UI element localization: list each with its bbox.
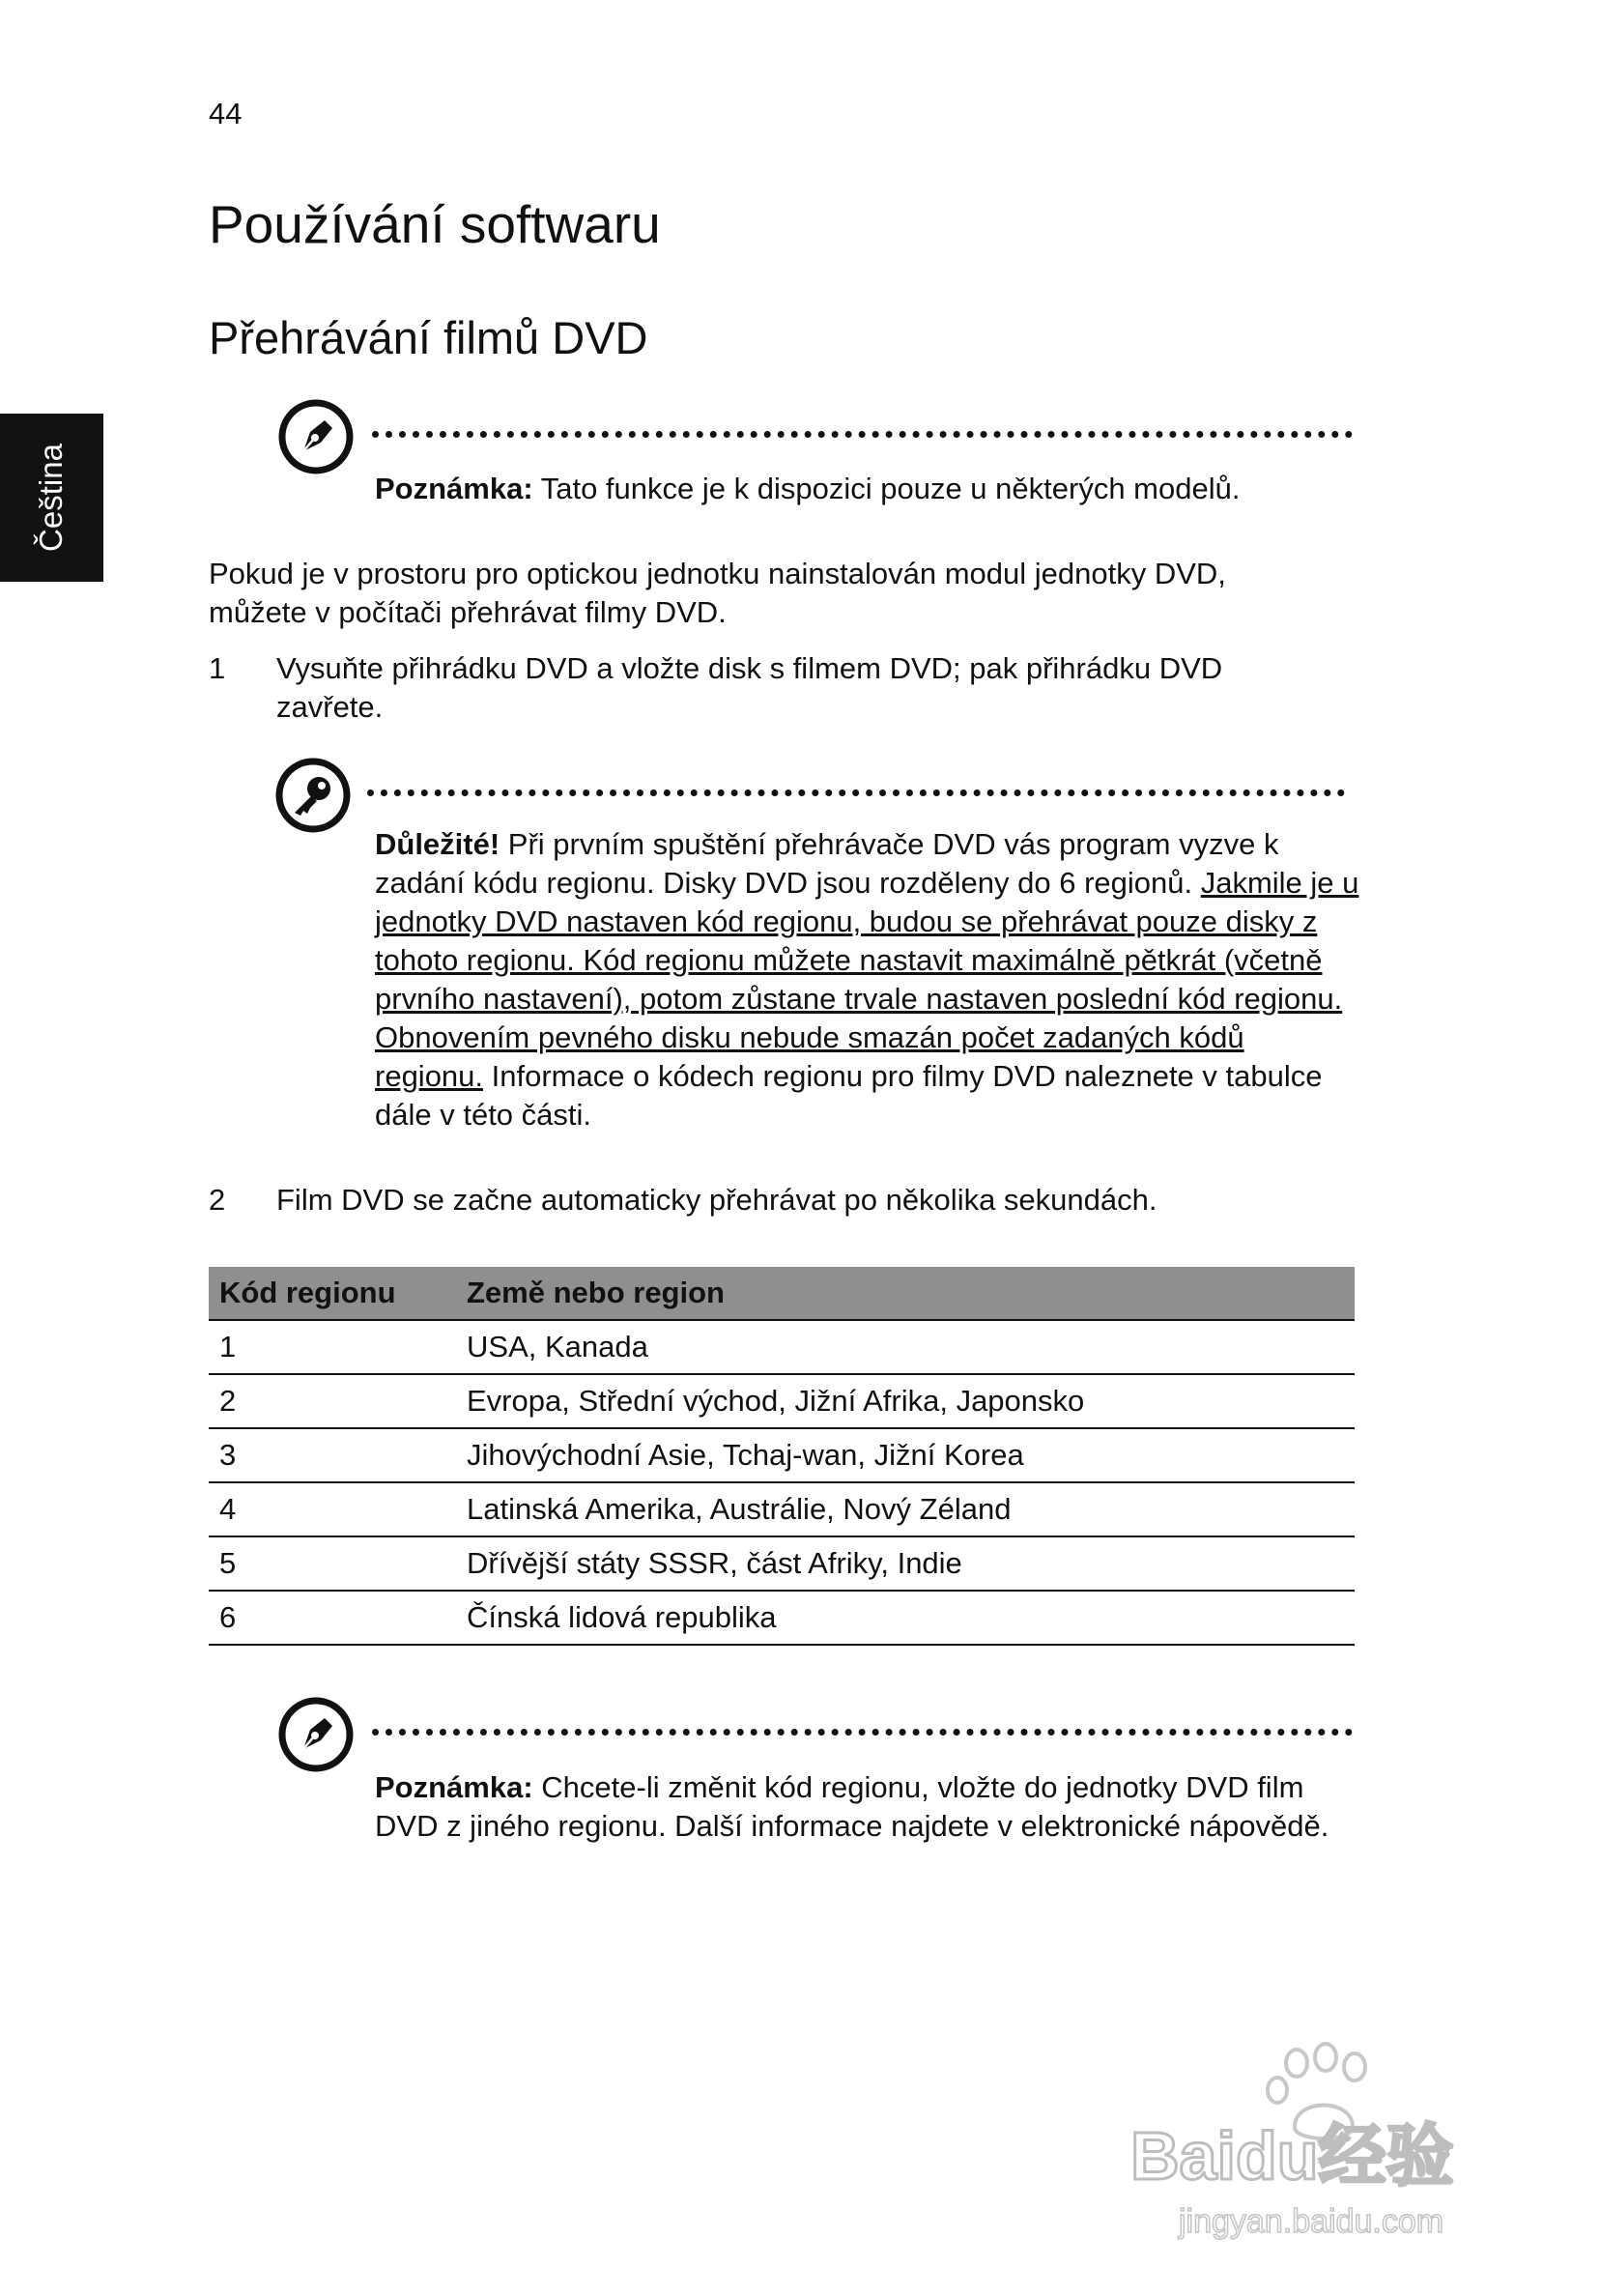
key-icon — [275, 758, 351, 833]
table-row — [209, 1536, 1355, 1591]
region-name-cell: Evropa, Střední východ, Jižní Afrika, Japonsko — [456, 1374, 1355, 1428]
region-code-cell: 6 — [209, 1591, 456, 1645]
region-code-cell: 1 — [209, 1320, 456, 1374]
side-tab-label: Čeština — [33, 444, 69, 552]
note-body: Chcete-li změnit kód regionu, vložte do jednotky DVD film DVD z jiného regionu. Další informace najdete v elektronické nápovědě. — [375, 1770, 1329, 1843]
note-text — [375, 1768, 1351, 1846]
table-row — [209, 1320, 1355, 1374]
table-row — [209, 1482, 1355, 1536]
note-label: Poznámka: — [375, 472, 533, 505]
region-name-cell: Latinská Amerika, Austrálie, Nový Zéland — [456, 1482, 1355, 1536]
region-code-cell: 5 — [209, 1536, 456, 1591]
baidu-watermark-logo — [1121, 2034, 1507, 2247]
important-underlined: Jakmile je u jednotky DVD nastaven kód regionu, budou se přehrávat pouze disky z tohoto regionu. Kód regionu můžete nastavit maximálně pětkrát (včetně prvního nastavení), potom zůstane trvale nastaven poslední kód regionu. Obnovením pevného disku nebude smazán počet zadaných kódů regionu. — [375, 866, 1359, 1093]
language-side-tab — [0, 414, 103, 582]
region-name-cell: Dřívější státy SSSR, část Afriky, Indie — [456, 1536, 1355, 1591]
region-code-cell: 3 — [209, 1428, 456, 1482]
region-code-cell: 4 — [209, 1482, 456, 1536]
table-row — [209, 1428, 1355, 1482]
note-label: Poznámka: — [375, 1770, 533, 1804]
important-body: Při prvním spuštění přehrávače DVD vás program vyzve k zadání kódu regionu. Disky DVD jsou rozděleny do 6 regionů. — [375, 827, 1279, 900]
note-divider — [372, 1729, 1353, 1736]
step-text: Film DVD se začne automaticky přehrávat po několika sekundách. — [276, 1183, 1157, 1217]
page-number: 44 — [209, 97, 243, 130]
column-header-region: Země nebo region — [456, 1267, 1355, 1320]
important-divider — [367, 789, 1345, 796]
pen-nib-icon — [278, 1697, 354, 1772]
table-header-row — [209, 1267, 1355, 1320]
region-name-cell: USA, Kanada — [456, 1320, 1355, 1374]
table-row — [209, 1591, 1355, 1645]
page-title: Používání softwaru — [209, 194, 661, 254]
important-text — [375, 825, 1360, 1134]
region-code-cell: 2 — [209, 1374, 456, 1428]
region-table — [209, 1267, 1355, 1646]
section-title: Přehrávání filmů DVD — [209, 312, 648, 363]
watermark-url: jingyan.baidu.com — [1179, 2203, 1444, 2240]
important-body-end: Informace o kódech regionu pro filmy DVD naleznete v tabulce dále v této části. — [375, 1059, 1323, 1132]
note-text — [375, 470, 1351, 508]
important-label: Důležité! — [375, 827, 500, 861]
step-number: 2 — [209, 1183, 226, 1217]
region-name-cell: Čínská lidová republika — [456, 1591, 1355, 1645]
step-text: Vysuňte přihrádku DVD a vložte disk s filmem DVD; pak přihrádku DVD zavřete. — [276, 651, 1223, 724]
region-name-cell: Jihovýchodní Asie, Tchaj-wan, Jižní Korea — [456, 1428, 1355, 1482]
note-body: Tato funkce je k dispozici pouze u některých modelů. — [532, 472, 1241, 505]
step-number: 1 — [209, 651, 226, 685]
note-divider — [372, 431, 1353, 438]
pen-nib-icon — [278, 399, 354, 474]
table-row — [209, 1374, 1355, 1428]
column-header-code: Kód regionu — [209, 1267, 456, 1320]
watermark-brand: Baidu经验 — [1130, 2118, 1454, 2194]
intro-paragraph: Pokud je v prostoru pro optickou jednotku nainstalován modul jednotky DVD, můžete v počítači přehrávat filmy DVD. — [209, 557, 1226, 629]
